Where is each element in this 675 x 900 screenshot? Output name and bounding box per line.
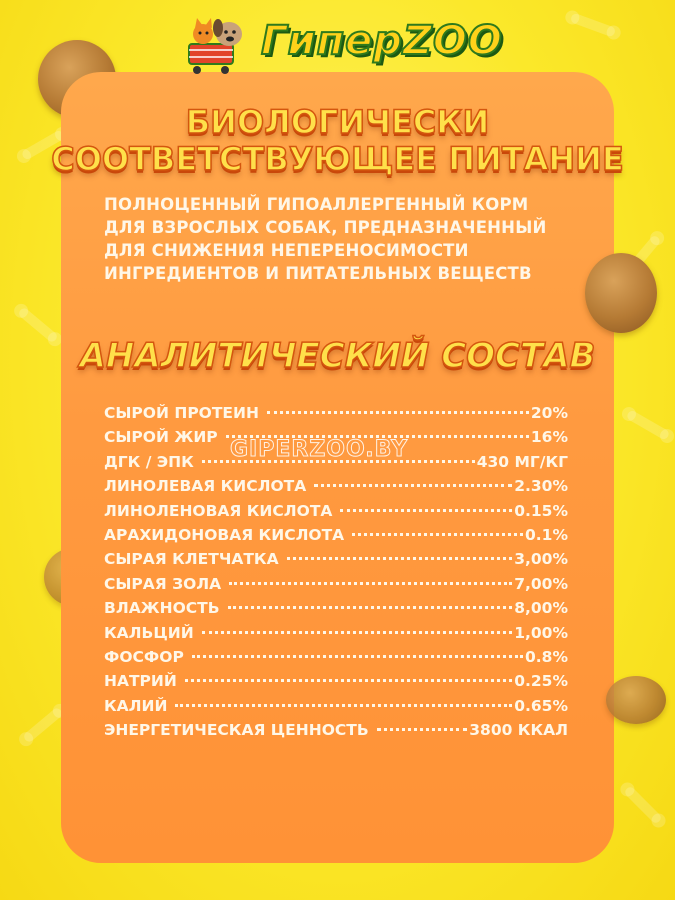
dot-leader	[185, 679, 512, 682]
composition-value: 430 МГ/КГ	[476, 452, 568, 471]
dot-leader	[202, 631, 513, 634]
heading-appropriate-nutrition: СООТВЕТСТВУЮЩЕЕ ПИТАНИЕ	[51, 140, 624, 178]
cat-and-dog-in-cart-icon	[183, 14, 259, 78]
composition-value: 2.30%	[514, 477, 568, 496]
composition-value: 3800 ККАЛ	[469, 721, 568, 740]
bone-icon	[22, 706, 64, 743]
composition-row	[104, 599, 568, 623]
bone-icon	[570, 12, 617, 37]
composition-value: 0.65%	[514, 696, 568, 715]
composition-value: 3,00%	[514, 550, 568, 569]
dot-leader	[228, 606, 513, 609]
composition-value: 8,00%	[514, 599, 568, 618]
composition-row	[104, 648, 568, 672]
brand-logo-text: ГиперZOO	[261, 18, 503, 64]
composition-row	[104, 697, 568, 721]
composition-row	[104, 575, 568, 599]
dot-leader	[192, 655, 523, 658]
composition-value: 0.25%	[514, 672, 568, 691]
composition-row	[104, 721, 568, 745]
heading-biologically: БИОЛОГИЧЕСКИ	[185, 103, 490, 141]
dot-leader	[229, 582, 512, 585]
composition-label: КАЛЬЦИЙ	[104, 623, 194, 642]
composition-label: СЫРАЯ ЗОЛА	[104, 574, 222, 593]
kibble-image	[585, 253, 657, 333]
dot-leader	[377, 728, 468, 731]
product-description: ПОЛНОЦЕННЫЙ ГИПОАЛЛЕРГЕННЫЙ КОРМ ДЛЯ ВЗРОСЛЫХ СОБАК, ПРЕДНАЗНАЧЕННЫЙ ДЛЯ СНИЖЕНИЯ НЕПЕРЕНОСИМОСТИ ИНГРЕДИЕНТОВ И ПИТАТЕЛЬНЫХ ВЕЩЕСТВ	[104, 195, 547, 283]
composition-label: ВЛАЖНОСТЬ	[104, 599, 220, 618]
bone-icon	[626, 409, 671, 441]
composition-value: 16%	[530, 428, 568, 447]
composition-row	[104, 404, 568, 428]
composition-row	[104, 550, 568, 574]
composition-value: 20%	[530, 404, 568, 422]
composition-row	[104, 502, 568, 526]
dot-leader	[340, 509, 512, 512]
composition-label: ФОСФОР	[104, 647, 184, 666]
composition-row	[104, 672, 568, 696]
heading-analytical-composition: АНАЛИТИЧЕСКИЙ СОСТАВ	[79, 336, 596, 376]
composition-label: ЛИНОЛЕНОВАЯ КИСЛОТА	[104, 501, 333, 520]
composition-value: 7,00%	[514, 574, 568, 593]
composition-label: СЫРОЙ ПРОТЕИН	[104, 404, 259, 422]
composition-label: КАЛИЙ	[104, 696, 168, 715]
composition-value: 0.1%	[525, 525, 568, 544]
composition-label: ЛИНОЛЕВАЯ КИСЛОТА	[104, 477, 307, 496]
brand-logo[interactable]	[183, 12, 503, 80]
dot-leader	[287, 557, 513, 560]
composition-value: 1,00%	[514, 623, 568, 642]
composition-row	[104, 526, 568, 550]
composition-label: ЭНЕРГЕТИЧЕСКАЯ ЦЕННОСТЬ	[104, 721, 369, 740]
composition-row	[104, 477, 568, 501]
watermark: GIPERZOO.BY	[230, 437, 409, 462]
composition-label: ДГК / ЭПК	[104, 452, 194, 471]
dot-leader	[352, 533, 523, 536]
kibble-image	[606, 676, 666, 724]
bone-icon	[623, 785, 663, 825]
composition-row	[104, 624, 568, 648]
dot-leader	[267, 411, 529, 414]
composition-value: 0.8%	[525, 647, 568, 666]
dot-leader	[314, 484, 512, 487]
composition-value: 0.15%	[514, 501, 568, 520]
composition-label: НАТРИЙ	[104, 672, 177, 691]
composition-label: СЫРОЙ ЖИР	[104, 428, 218, 447]
composition-label: СЫРАЯ КЛЕТЧАТКА	[104, 550, 279, 569]
composition-label: АРАХИДОНОВАЯ КИСЛОТА	[104, 525, 345, 544]
dot-leader	[175, 704, 512, 707]
